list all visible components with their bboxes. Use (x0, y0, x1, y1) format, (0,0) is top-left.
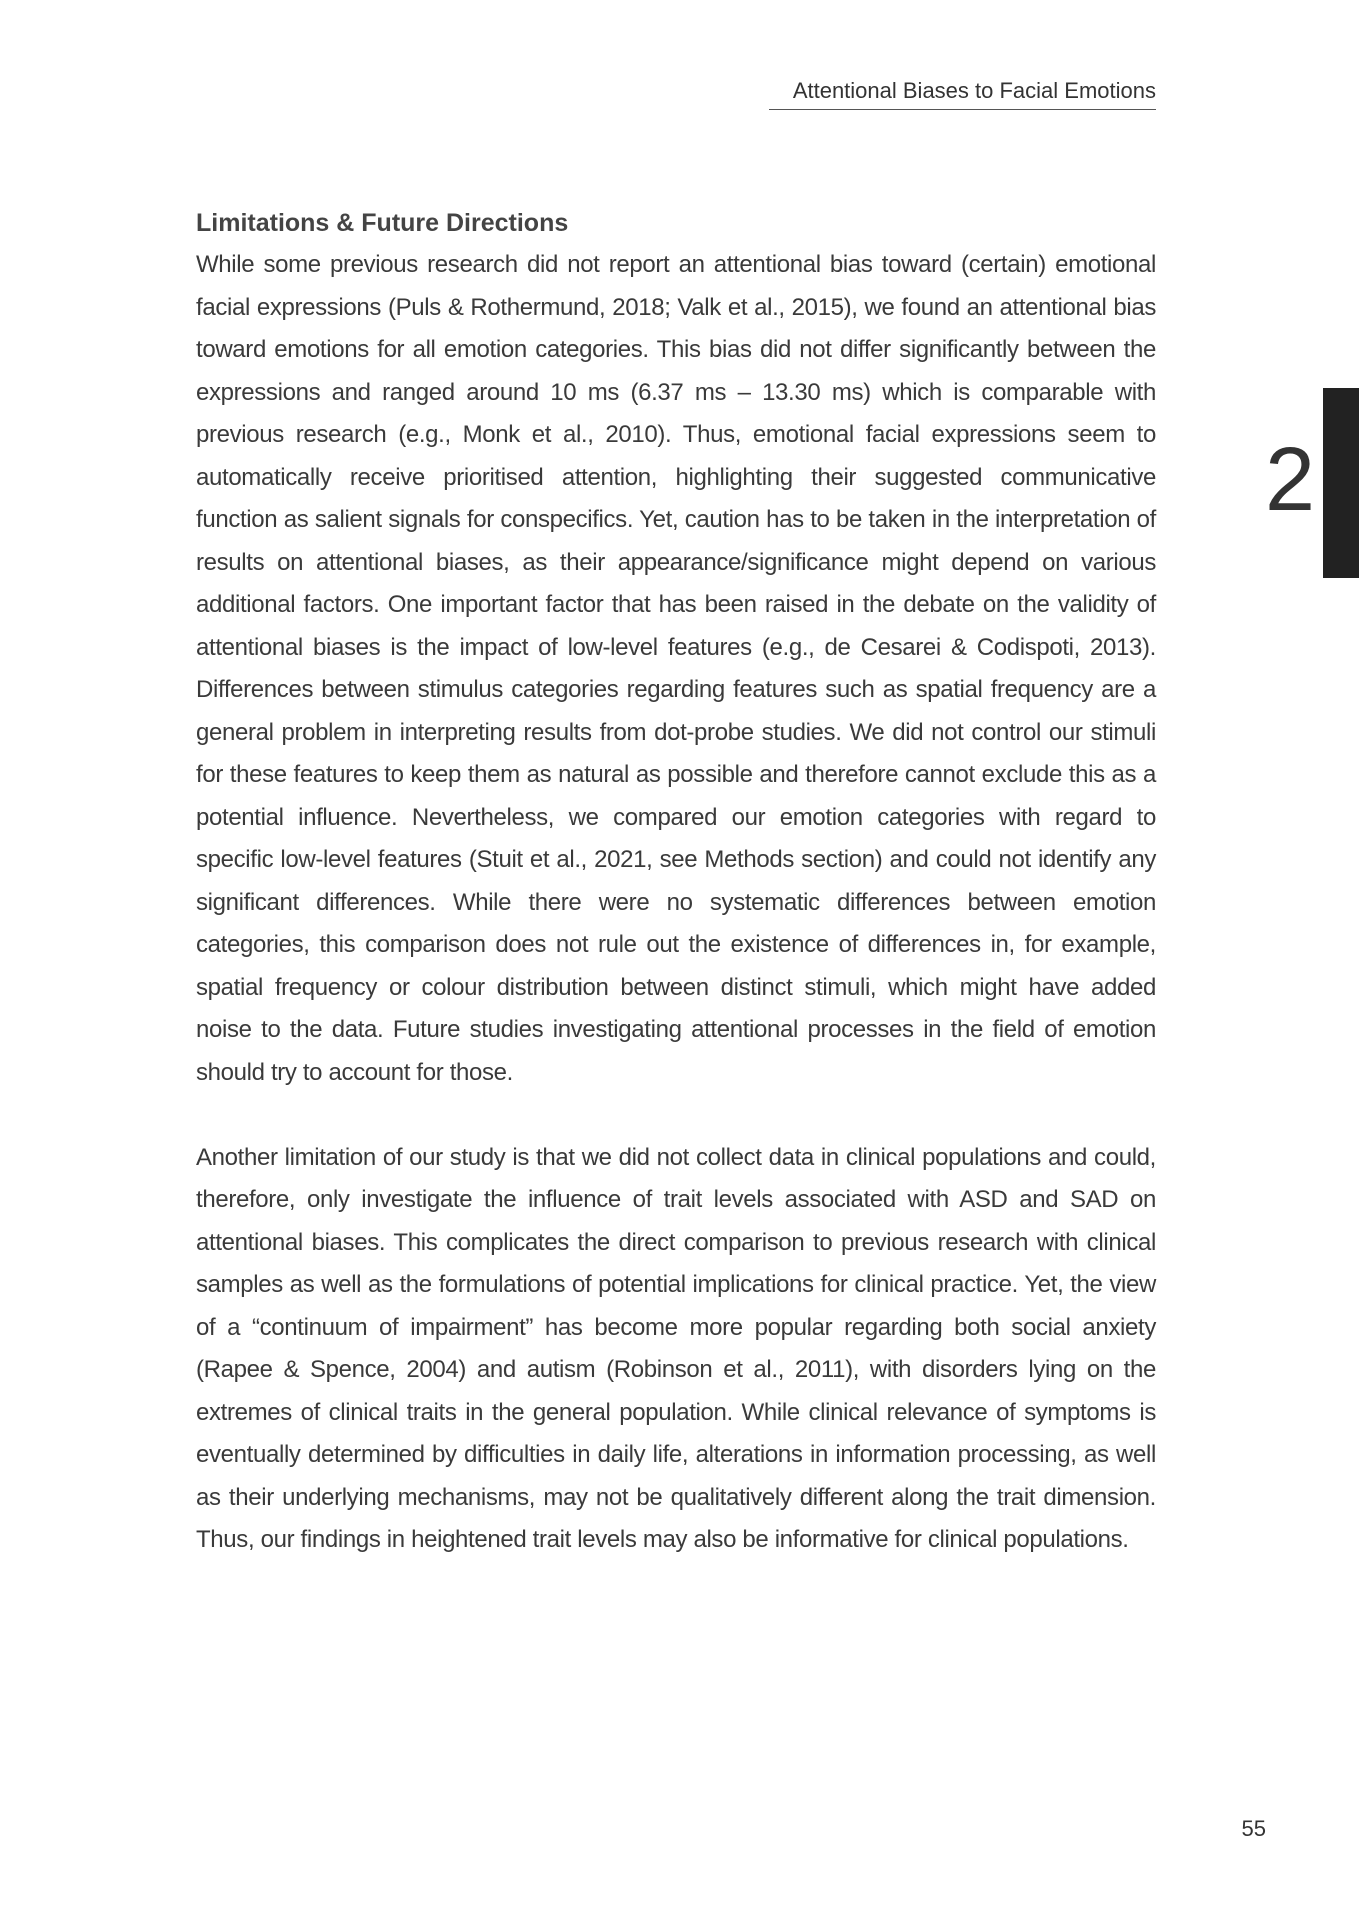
main-content (196, 202, 1156, 1562)
section-heading: Limitations & Future Directions (196, 209, 569, 237)
chapter-number: 2 (1264, 430, 1316, 530)
body-paragraph-2: Another limitation of our study is that we did not collect data in clinical populations and could, therefore, only investigate the influence of trait levels associated with ASD and SAD on attentional biases. This complicates the direct comparison to previous research with clinical samples as well as the formulations of potential implications for clinical practice. Yet, the view of a “continuum of impairment” has become more popular regarding both social anxiety (Rapee & Spence, 2004) and autism (Robinson et al., 2011), with disorders lying on the extremes of clinical traits in the general population. While clinical relevance of symptoms is eventually determined by difficulties in daily life, alterations in information processing, as well as their underlying mechanisms, may not be qualitatively different along the trait dimension. Thus, our findings in heightened trait levels may also be informative for clinical populations. (196, 1143, 1156, 1553)
page-number: 55 (1241, 1816, 1266, 1841)
running-header-title: Attentional Biases to Facial Emotions (769, 78, 1156, 110)
chapter-tab-marker (1323, 388, 1359, 578)
body-paragraph-1: While some previous research did not report an attentional bias toward (certain) emotional facial expressions (Puls & Rothermund, 2018; Valk et al., 2015), we found an attentional bias toward emotions for all emotion categories. This bias did not differ significantly between the expressions and ranged around 10 ms (6.37 ms – 13.30 ms) which is comparable with previous research (e.g., Monk et al., 2010). Thus, emotional facial expressions seem to automatically receive prioritised attention, highlighting their suggested communicative function as salient signals for conspecifics. Yet, caution has to be taken in the interpretation of results on attentional biases, as their appearance/significance might depend on various additional factors. One important factor that has been raised in the debate on the validity of attentional biases is the impact of low-level features (e.g., de Cesarei & Codispoti, 2013). Differences between stimulus categories regarding features such as spatial frequency are a general problem in interpreting results from dot-probe studies. We did not control our stimuli for these features to keep them as natural as possible and therefore cannot exclude this as a potential influence. Nevertheless, we compared our emotion categories with regard to specific low-level features (Stuit et al., 2021, see Methods section) and could not identify any significant differences. While there were no systematic differences between emotion categories, this comparison does not rule out the existence of differences in, for example, spatial frequency or colour distribution between distinct stimuli, which might have added noise to the data. Future studies investigating attentional processes in the field of emotion should try to account for those. (196, 251, 1156, 1086)
